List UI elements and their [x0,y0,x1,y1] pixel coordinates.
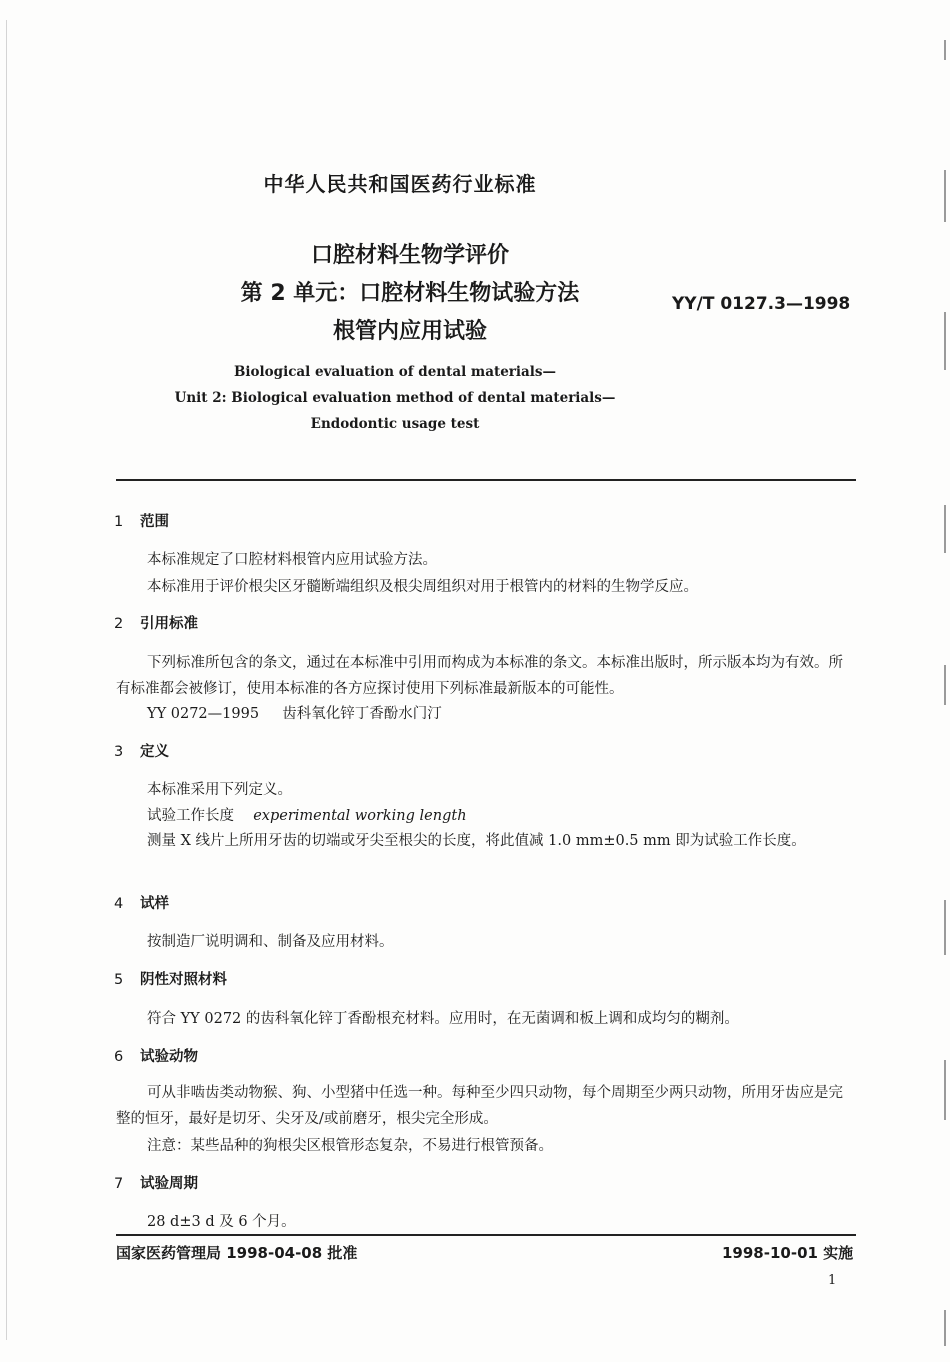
header-divider [116,479,856,481]
scan-mark [944,1060,946,1120]
section-7-paragraph: 28 d±3 d 及 6 个月。 [147,1214,296,1230]
section-4-heading [114,892,169,913]
section-number: 2 [114,616,124,632]
effective-date: 1998-10-01 实施 [722,1244,854,1262]
title-en-line-3: Endodontic usage test [310,416,480,432]
section-3-definition: 测量 X 线片上所用牙齿的切端或牙尖至根尖的长度，将此值减 1.0 mm±0.5 mm 即为试验工作长度。 [147,833,806,849]
section-7-heading [114,1172,198,1193]
scan-mark [944,505,946,553]
page-number: 1 [828,1273,837,1288]
section-number: 6 [114,1049,124,1065]
reference-code: YY 0272—1995 [147,706,260,722]
section-title: 试样 [140,896,169,912]
section-1-paragraph: 本标准规定了口腔材料根管内应用试验方法。 [147,552,437,568]
section-title: 阴性对照材料 [140,972,227,988]
title-cn-line-1: 口腔材料生物学评价 [310,243,509,268]
normative-reference [147,702,442,723]
scan-mark [944,900,946,955]
scan-mark [944,1310,946,1346]
section-3-paragraph: 本标准采用下列定义。 [147,782,292,798]
section-1-paragraph: 本标准用于评价根尖区牙髓断端组织及根尖周组织对用于根管内的材料的生物学反应。 [147,579,698,595]
scan-mark [6,20,7,1340]
section-number: 1 [114,514,124,530]
section-number: 3 [114,744,124,760]
term-en: experimental working length [253,808,467,824]
section-6-paragraph: 可从非啮齿类动物猴、狗、小型猪中任选一种。每种至少四只动物，每个周期至少两只动物，所用牙齿应是完整的恒牙，最好是切牙、尖牙及/或前磨牙，根尖完全形成。 [116,1085,843,1127]
section-5-heading [114,968,227,989]
section-title: 试验动物 [140,1049,198,1065]
section-number: 5 [114,972,124,988]
section-title: 试验周期 [140,1176,198,1192]
reference-name: 齿科氧化锌丁香酚水门汀 [282,706,442,722]
section-5-paragraph: 符合 YY 0272 的齿科氧化锌丁香酚根充材料。应用时，在无菌调和板上调和成均匀的糊剂。 [147,1011,739,1027]
section-number: 4 [114,896,124,912]
scan-mark [944,170,946,222]
section-1-heading [114,510,169,531]
section-number: 7 [114,1176,124,1192]
section-6-heading [114,1045,198,1066]
section-2-heading [114,612,198,633]
section-title: 范围 [140,514,169,530]
definition-term [147,804,467,825]
section-title: 引用标准 [140,616,198,632]
title-en-line-1: Biological evaluation of dental materials— [233,364,557,380]
scan-mark [944,665,946,705]
section-2-paragraph: 下列标准所包含的条文，通过在本标准中引用而构成为本标准的条文。本标准出版时，所示版本均为有效。所有标准都会被修订，使用本标准的各方应探讨使用下列标准最新版本的可能性。 [116,655,843,697]
term-cn: 试验工作长度 [147,808,234,824]
section-6-note: 注意：某些品种的狗根尖区根管形态复杂，不易进行根管预备。 [147,1138,553,1154]
standard-number: YY/T 0127.3—1998 [672,294,851,314]
title-en-line-2: Unit 2: Biological evaluation method of dental materials— [174,390,616,406]
approval-line: 国家医药管理局 1998-04-08 批准 [116,1244,358,1262]
issuing-body-title: 中华人民共和国医药行业标准 [263,172,537,196]
title-cn-line-2: 第 2 单元：口腔材料生物试验方法 [240,281,580,306]
footer-divider [116,1234,856,1236]
scan-mark [944,40,946,60]
section-3-heading [114,740,169,761]
scan-mark [944,312,946,370]
title-cn-line-3: 根管内应用试验 [332,319,487,344]
section-4-paragraph: 按制造厂说明调和、制备及应用材料。 [147,934,394,950]
section-title: 定义 [140,744,169,760]
